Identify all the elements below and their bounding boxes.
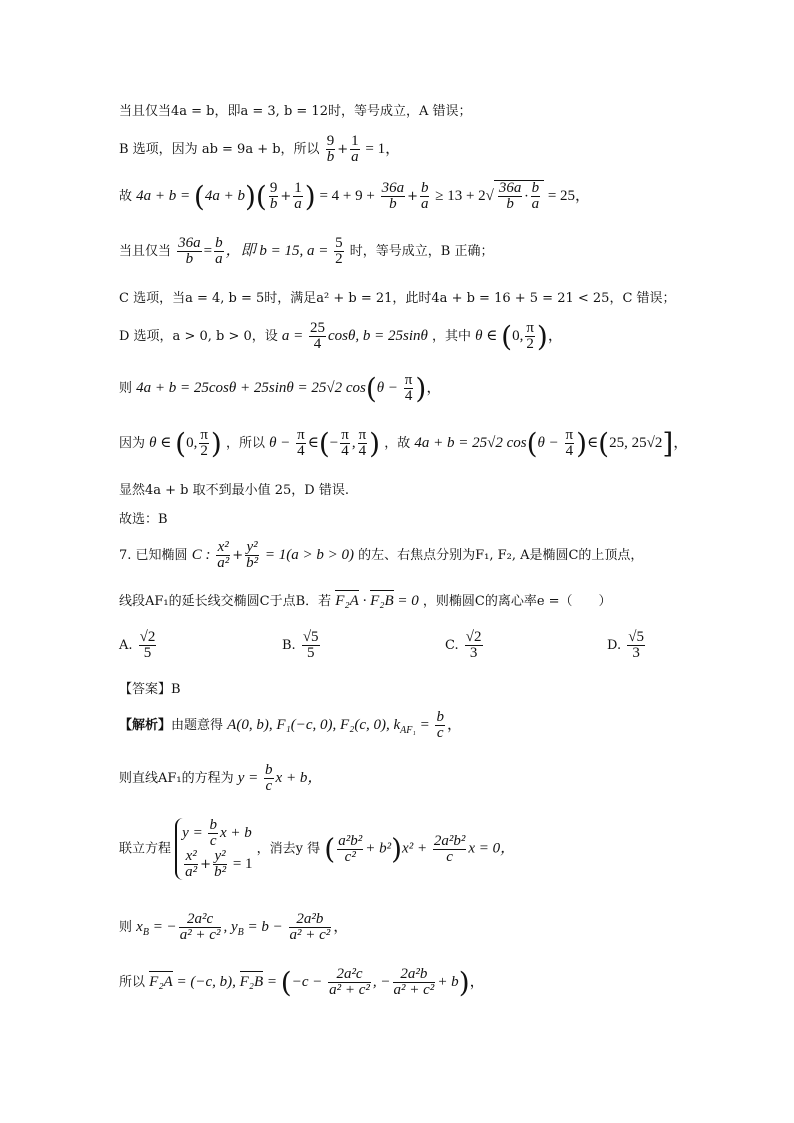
analysis-label: 【解析】 — [119, 718, 172, 733]
line-equation: 则直线AF₁的方程为 y = $\frac{b}{c}$ x + b， — [119, 762, 323, 794]
analysis-text: 由题意得 — [171, 718, 224, 733]
line-9-text: 显然4a + b 取不到最小值 25，D 错误. — [119, 483, 349, 498]
fraction: $\frac{5}{2}$ — [335, 235, 343, 267]
q7-suffix: 的左、右焦点分别为F₁, F₂, A是椭圆C的上顶点， — [358, 548, 644, 563]
text-line-1 — [119, 100, 734, 119]
xb-prefix: 则 — [119, 920, 133, 935]
line-8-mid2: ，故 — [384, 436, 411, 451]
line-8-prefix: 因为 — [119, 436, 146, 451]
option-c-label: C. — [445, 638, 459, 653]
text-line-3: 故 4a + b = (4a + b)( $\frac{9}{b}$ + $\frac{1}{a}$ ) = 4 + 9 + $\frac{36a}{b}$ + $\frac{b}{a}$ ≥ 13 + 2√ $\frac{36a}{b}$ · $\frac{b}{a}$ = 25， — [119, 180, 591, 213]
text-line-5 — [119, 287, 734, 306]
line-10-text: 故选：B — [119, 512, 168, 527]
option-d-value: $\frac{√5}{3}$ — [628, 629, 644, 661]
vector-line: 所以 F₂A = (−c, b), F₂B = (−c − $\frac{\text{2a²c}}{\text{a² + c²}}$ , − $\frac{\text{2a²b}}{\text{a² + c²}}$ + b)， — [119, 966, 485, 999]
answer-text: 【答案】B — [119, 682, 181, 697]
fraction: $\frac{b}{a}$ — [420, 180, 429, 212]
fraction: $\frac{9}{b}$ — [326, 133, 335, 165]
vector-prefix: 所以 — [119, 975, 146, 990]
system-line: 联立方程 y = $\frac{b}{c}$ x + b $\frac{\text{x²}}{\text{a²}}$ + $\frac{\text{y²}}{\text{b²}}$ = 1 ，消去y 得 ( $\frac{\text{a²b²}}{\text{c²}}$ + b²)x² + $\frac{\text{2a²b²}}{c}$ x = 0， — [119, 817, 516, 880]
line-7-prefix: 则 — [119, 381, 133, 396]
q7-prefix: 7. 已知椭圆 — [119, 548, 188, 563]
text-line-8: 因为 θ ∈ (0, $\frac{\pi}{2}$ ) ，所以 θ − $\frac{\pi}{4}$ ∈(− $\frac{\pi}{4}$ , $\frac{\pi}{4}$ ) ，故 4a + b = 25√2 cos(θ − $\frac{\pi}{4}$ )∈(25, 25√2]， — [119, 427, 689, 460]
option-a — [119, 630, 158, 661]
fraction: $\frac{\pi}{2}$ — [526, 320, 534, 352]
line-2-text: B 选项，因为 ab = 9a + b，所以 — [119, 142, 320, 157]
fraction: $\frac{9}{b}$ — [269, 180, 278, 212]
fraction: $\frac{36a}{b}$ — [178, 235, 201, 267]
xb-yb-line: 则 $x_B$ = − $\frac{\text{2a²c}}{\text{a² + c²}}$ , $y_B = b$ − $\frac{\text{2a²b}}{\text{a² + c²}}$ ， — [119, 911, 349, 943]
fraction: $\frac{36a}{b}$ — [381, 180, 405, 212]
option-a-label: A. — [119, 638, 133, 653]
option-a-value: $\frac{√2}{5}$ — [139, 629, 156, 661]
answer-line — [119, 678, 734, 697]
text-line-7: 则 4a + b = 25cosθ + 25sinθ = 25√2 cos(θ − $\frac{\pi}{4}$ )， — [119, 372, 442, 405]
fraction: $\frac{\pi}{4}$ — [404, 372, 413, 404]
option-d — [607, 630, 647, 661]
analysis-line: 【解析】由题意得 A(0, b), F₁(−c, 0), F₂(c, 0), $k_{AF_1}$ = $\frac{b}{c}$ ， — [119, 709, 462, 741]
option-b-value: $\frac{√5}{5}$ — [302, 629, 319, 661]
equation-system: y = $\frac{b}{c}$ x + b $\frac{\text{x²}}{\text{a²}}$ + $\frac{\text{y²}}{\text{b²}}$ = 1 — [175, 818, 252, 880]
line-eq-prefix: 则直线AF₁的方程为 — [119, 771, 234, 786]
line-1-text: 当且仅当4a = b，即a = 3, b = 12时，等号成立，A 错误； — [119, 104, 472, 119]
line-5-text: C 选项，当a = 4, b = 5时，满足a² + b = 21，此时4a + b = 16 + 5 = 21 < 25，C 错误； — [119, 291, 676, 306]
option-b-label: B. — [282, 638, 296, 653]
q7-line-2-prefix: 线段AF₁的延长线交椭圆C于点B．若 — [119, 594, 332, 609]
option-d-label: D. — [607, 638, 622, 653]
fraction: $\frac{b}{a}$ — [215, 235, 223, 267]
sqrt: $\frac{36a}{b}$ · $\frac{b}{a}$ — [494, 180, 544, 212]
line-8-mid: ，所以 — [225, 436, 265, 451]
text-line-4: 当且仅当 $\frac{36a}{b}$ = $\frac{b}{a}$ ，即 b = 15, a = $\frac{5}{2}$ 时，等号成立，B 正确； — [119, 235, 494, 267]
fraction: $\frac{1}{a}$ — [294, 180, 302, 212]
option-b — [282, 630, 322, 661]
option-c-value: $\frac{√2}{3}$ — [465, 629, 482, 661]
fraction: $\frac{25}{4}$ — [310, 320, 326, 352]
line-4-prefix: 当且仅当 — [119, 244, 172, 259]
line-4-suffix: 时，等号成立，B 正确； — [349, 244, 494, 259]
system-mid: ，消去y 得 — [256, 841, 321, 857]
system-prefix: 联立方程 — [119, 841, 172, 857]
question-7-line-2: 线段AF₁的延长线交椭圆C于点B．若 F₂A · F₂B = 0 ，则椭圆C的离心率e =（ ） — [119, 593, 612, 609]
text-line-10 — [119, 508, 734, 527]
line-3-prefix: 故 — [119, 189, 133, 204]
option-c — [445, 630, 485, 661]
text-line-9 — [119, 479, 734, 498]
line-6-prefix: D 选项，a > 0, b > 0，设 — [119, 329, 278, 344]
line-6-mid: ，其中 — [432, 329, 472, 344]
text-line-6: D 选项，a > 0, b > 0，设 a = $\frac{25}{4}$ cosθ, b = 25sinθ ，其中 θ ∈ (0, $\frac{\pi}{2}$ )， — [119, 320, 563, 353]
fraction: $\frac{1}{a}$ — [351, 133, 359, 165]
text-line-2: B 选项，因为 ab = 9a + b，所以 $\frac{9}{b}$ + $\frac{1}{a}$ = 1， — [119, 133, 401, 165]
question-7-line-1: 7. 已知椭圆 C : $\frac{\text{x²}}{\text{a²}}$ + $\frac{\text{y²}}{\text{b²}}$ = 1(a > b > 0) 的左、右焦点分别为F₁, F₂, A是椭圆C的上顶点， — [119, 539, 644, 571]
q7-line-2-suffix: ，则椭圆C的离心率e =（ ） — [422, 594, 612, 609]
